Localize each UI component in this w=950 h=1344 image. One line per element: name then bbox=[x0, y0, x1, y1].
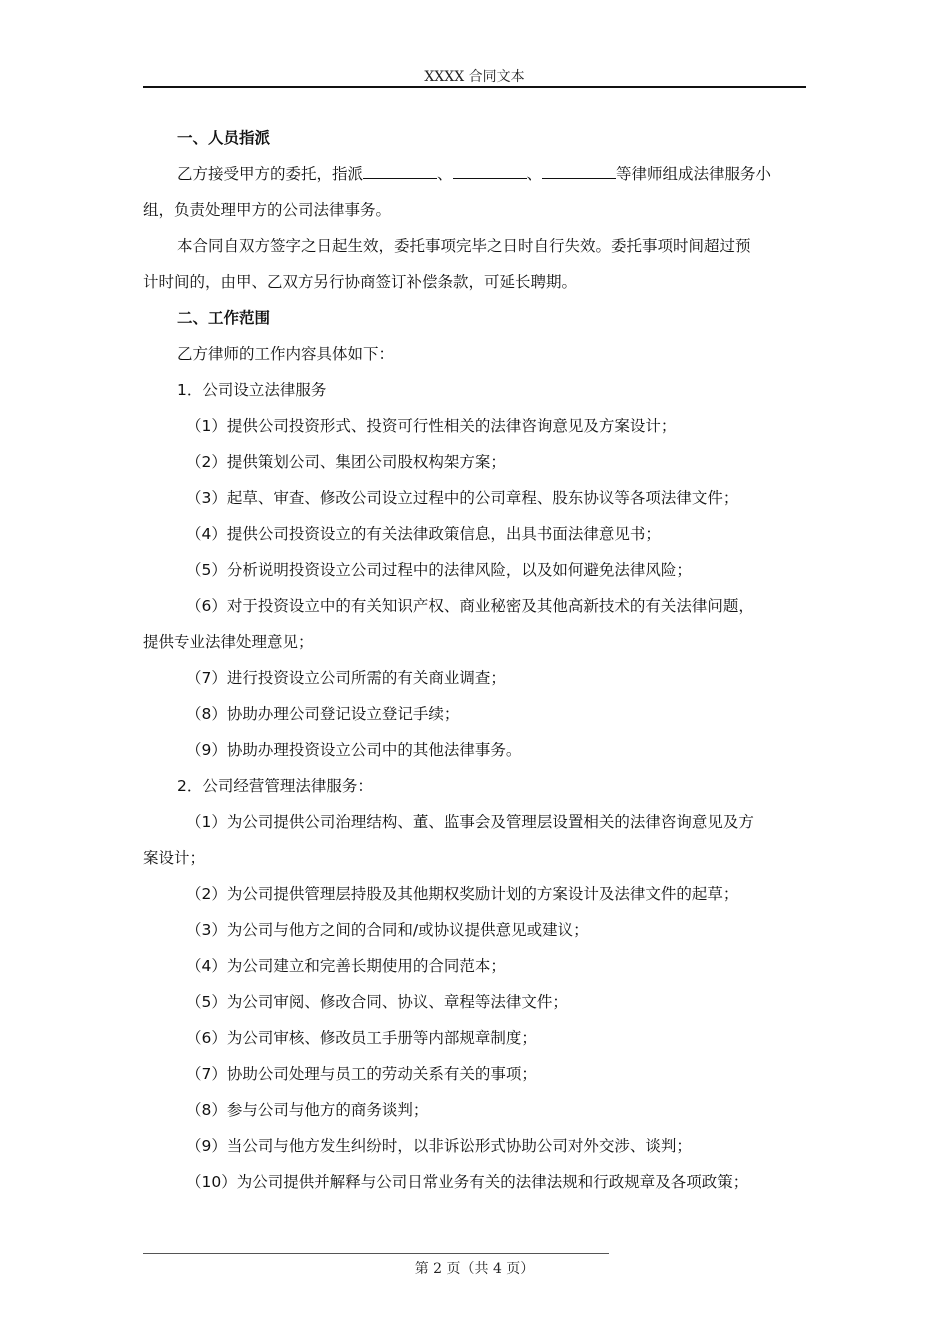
list-item: （9）当公司与他方发生纠纷时，以非诉讼形式协助公司对外交涉、谈判； bbox=[186, 1137, 692, 1155]
list-item: （8）参与公司与他方的商务谈判； bbox=[186, 1101, 429, 1119]
list-item: （10）为公司提供并解释与公司日常业务有关的法律法规和行政规章及各项政策； bbox=[186, 1173, 749, 1191]
list-item: （1）为公司提供公司治理结构、董、监事会及管理层设置相关的法律咨询意见及方 bbox=[186, 813, 754, 831]
page-header: XXXX 合同文本 bbox=[424, 69, 525, 85]
list-item-continuation: 案设计； bbox=[143, 849, 206, 867]
paragraph-text: 等律师组成法律服务小 bbox=[616, 165, 772, 183]
lawyer-name-blank-2[interactable] bbox=[453, 164, 527, 179]
subsection-title-operations: 2．公司经营管理法律服务： bbox=[177, 777, 373, 795]
list-item: （7）进行投资设立公司所需的有关商业调查； bbox=[186, 669, 506, 687]
list-item-continuation: 提供专业法律处理意见； bbox=[143, 633, 314, 651]
list-item: （2）为公司提供管理层持股及其他期权奖励计划的方案设计及法律文件的起草； bbox=[186, 885, 739, 903]
list-item: （2）提供策划公司、集团公司股权构架方案； bbox=[186, 453, 506, 471]
lawyer-name-blank-1[interactable] bbox=[363, 164, 437, 179]
list-item: （7）协助公司处理与员工的劳动关系有关的事项； bbox=[186, 1065, 537, 1083]
list-item: （4）提供公司投资设立的有关法律政策信息，出具书面法律意见书； bbox=[186, 525, 661, 543]
paragraph-assignment bbox=[143, 156, 806, 192]
paragraph-line: 组，负责处理甲方的公司法律事务。 bbox=[143, 201, 392, 219]
list-item: （1）提供公司投资形式、投资可行性相关的法律咨询意见及方案设计； bbox=[186, 417, 677, 435]
scope-intro: 乙方律师的工作内容具体如下： bbox=[177, 345, 395, 363]
list-item: （9）协助办理投资设立公司中的其他法律事务。 bbox=[186, 741, 522, 759]
list-item: （5）为公司审阅、修改合同、协议、章程等法律文件； bbox=[186, 993, 568, 1011]
section-heading-scope: 二、工作范围 bbox=[177, 309, 271, 327]
paragraph-effective: 本合同自双方签字之日起生效，委托事项完毕之日时自行失效。委托事项时间超过预 bbox=[177, 237, 751, 255]
list-item: （5）分析说明投资设立公司过程中的法律风险，以及如何避免法律风险； bbox=[186, 561, 692, 579]
separator: 、 bbox=[437, 165, 453, 183]
page-number: 第 2 页（共 4 页） bbox=[414, 1261, 535, 1277]
list-item: （4）为公司建立和完善长期使用的合同范本； bbox=[186, 957, 506, 975]
list-item: （6）为公司审核、修改员工手册等内部规章制度； bbox=[186, 1029, 537, 1047]
list-item: （8）协助办理公司登记设立登记手续； bbox=[186, 705, 460, 723]
lawyer-name-blank-3[interactable] bbox=[542, 164, 616, 179]
footer-divider bbox=[143, 1253, 609, 1254]
list-item: （6）对于投资设立中的有关知识产权、商业秘密及其他高新技术的有关法律问题， bbox=[186, 597, 754, 615]
subsection-title-establishment: 1．公司设立法律服务 bbox=[177, 381, 327, 399]
list-item: （3）起草、审查、修改公司设立过程中的公司章程、股东协议等各项法律文件； bbox=[186, 489, 739, 507]
document-body bbox=[143, 120, 806, 1200]
separator: 、 bbox=[526, 165, 543, 183]
section-heading-personnel: 一、人员指派 bbox=[177, 129, 271, 147]
header-divider bbox=[143, 86, 806, 88]
paragraph-text: 乙方接受甲方的委托，指派 bbox=[177, 165, 364, 183]
paragraph-line: 计时间的，由甲、乙双方另行协商签订补偿条款，可延长聘期。 bbox=[143, 273, 578, 291]
list-item: （3）为公司与他方之间的合同和/或协议提供意见或建议； bbox=[186, 921, 589, 939]
